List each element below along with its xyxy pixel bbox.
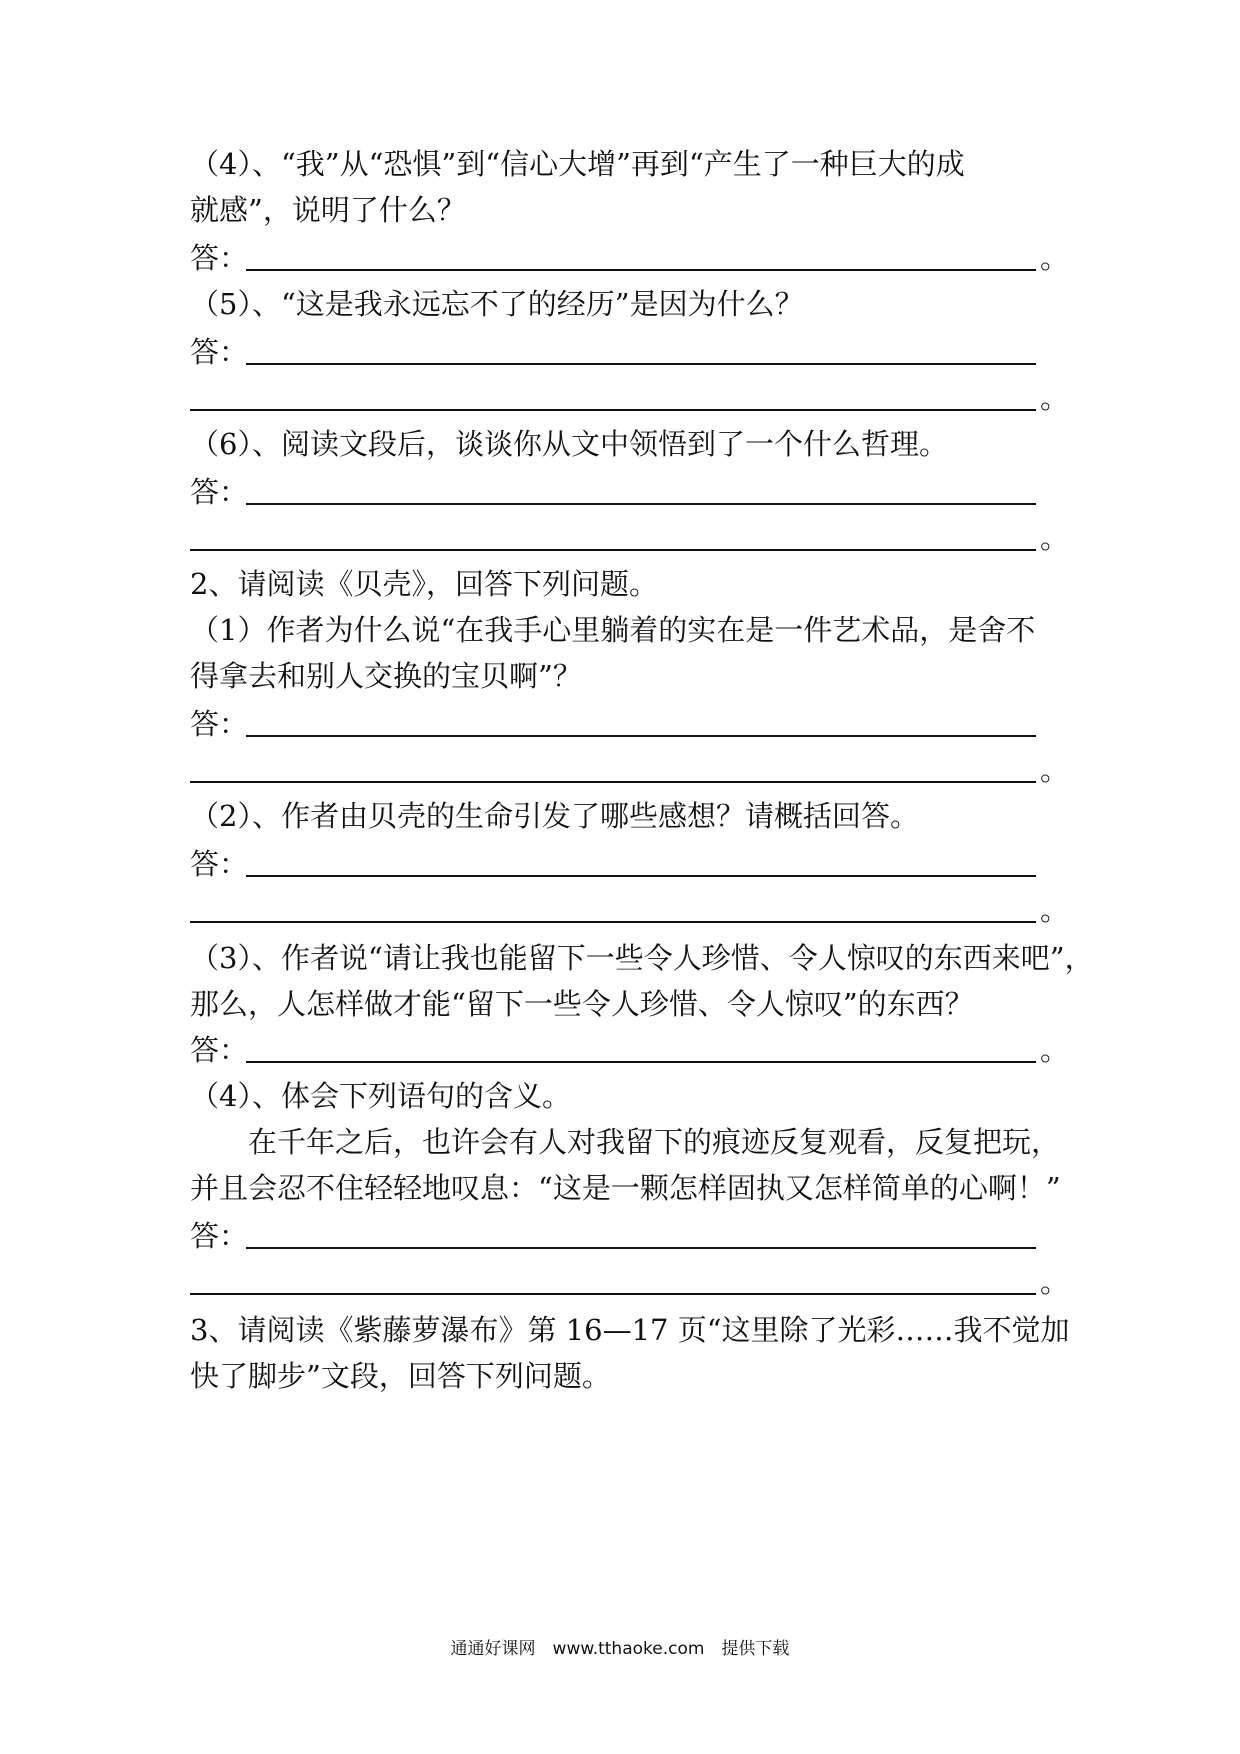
period: 。 (1040, 381, 1070, 415)
question-2-1-line-2: 得拿去和别人交换的宝贝啊”？ (190, 659, 582, 693)
answer-label: 答： (190, 1033, 249, 1067)
answer-label: 答： (190, 241, 249, 275)
period: 。 (1040, 521, 1070, 555)
period: 。 (1040, 241, 1070, 275)
answer-underline (190, 1293, 1036, 1295)
answer-label: 答： (190, 847, 249, 881)
section-3-heading-line-1: 3、请阅读《紫藤萝瀑布》第 16—17 页“这里除了光彩……我不觉加 (190, 1313, 1070, 1347)
answer-underline (246, 1061, 1036, 1063)
period: 。 (1040, 1265, 1070, 1299)
question-2-3-line-2: 那么，人怎样做才能“留下一些令人珍惜、令人惊叹”的东西？ (190, 987, 974, 1021)
section-3-heading-line-2: 快了脚步”文段，回答下列问题。 (190, 1359, 611, 1393)
question-1-4-line-2: 就感”，说明了什么？ (190, 193, 466, 227)
answer-label: 答： (190, 1219, 249, 1253)
question-1-6: （6）、阅读文段后，谈谈你从文中领悟到了一个什么哲理。 (190, 427, 948, 461)
answer-field-1-6[interactable] (190, 474, 1060, 510)
answer-underline (190, 409, 1036, 411)
answer-underline (246, 269, 1036, 271)
answer-label: 答： (190, 707, 249, 741)
answer-underline (190, 781, 1036, 783)
answer-label: 答： (190, 335, 249, 369)
answer-blank-2-1[interactable] (190, 752, 1070, 788)
answer-underline (246, 503, 1036, 505)
answer-underline (246, 1247, 1036, 1249)
answer-field-1-4[interactable] (190, 240, 1070, 276)
answer-field-2-2[interactable] (190, 846, 1060, 882)
answer-underline (190, 921, 1036, 923)
answer-blank-1-5[interactable] (190, 380, 1070, 416)
answer-underline (246, 735, 1036, 737)
answer-blank-2-2[interactable] (190, 892, 1070, 928)
answer-underline (246, 363, 1036, 365)
quote-line-1: 在千年之后，也许会有人对我留下的痕迹反复观看，反复把玩， (190, 1125, 1061, 1159)
question-1-5: （5）、“这是我永远忘不了的经历”是因为什么？ (190, 287, 804, 321)
section-2-heading: 2、请阅读《贝壳》，回答下列问题。 (190, 567, 658, 601)
quote-line-2: 并且会忍不住轻轻地叹息：“这是一颗怎样固执又怎样简单的心啊！” (190, 1171, 1061, 1205)
answer-field-2-3[interactable] (190, 1032, 1070, 1068)
question-2-2: （2）、作者由贝壳的生命引发了哪些感想？请概括回答。 (190, 799, 919, 833)
page-footer: 通通好课网 www.tthaoke.com 提供下载 (450, 1639, 790, 1659)
answer-underline (190, 549, 1036, 551)
answer-blank-1-6[interactable] (190, 520, 1070, 556)
question-1-4-line-1: （4）、“我”从“恐惧”到“信心大增”再到“产生了一种巨大的成 (190, 147, 965, 181)
question-2-1-line-1: （1）作者为什么说“在我手心里躺着的实在是一件艺术品，是舍不 (190, 613, 1036, 647)
answer-field-1-5[interactable] (190, 334, 1060, 370)
period: 。 (1040, 1033, 1070, 1067)
answer-field-2-4[interactable] (190, 1218, 1060, 1254)
period: 。 (1040, 753, 1070, 787)
period: 。 (1040, 893, 1070, 927)
question-2-4: （4）、体会下列语句的含义。 (190, 1079, 571, 1113)
answer-underline (246, 875, 1036, 877)
answer-blank-2-4[interactable] (190, 1264, 1070, 1300)
question-2-3-line-1: （3）、作者说“请让我也能留下一些令人珍惜、令人惊叹的东西来吧”， (190, 941, 1094, 975)
answer-field-2-1[interactable] (190, 706, 1060, 742)
answer-label: 答： (190, 475, 249, 509)
